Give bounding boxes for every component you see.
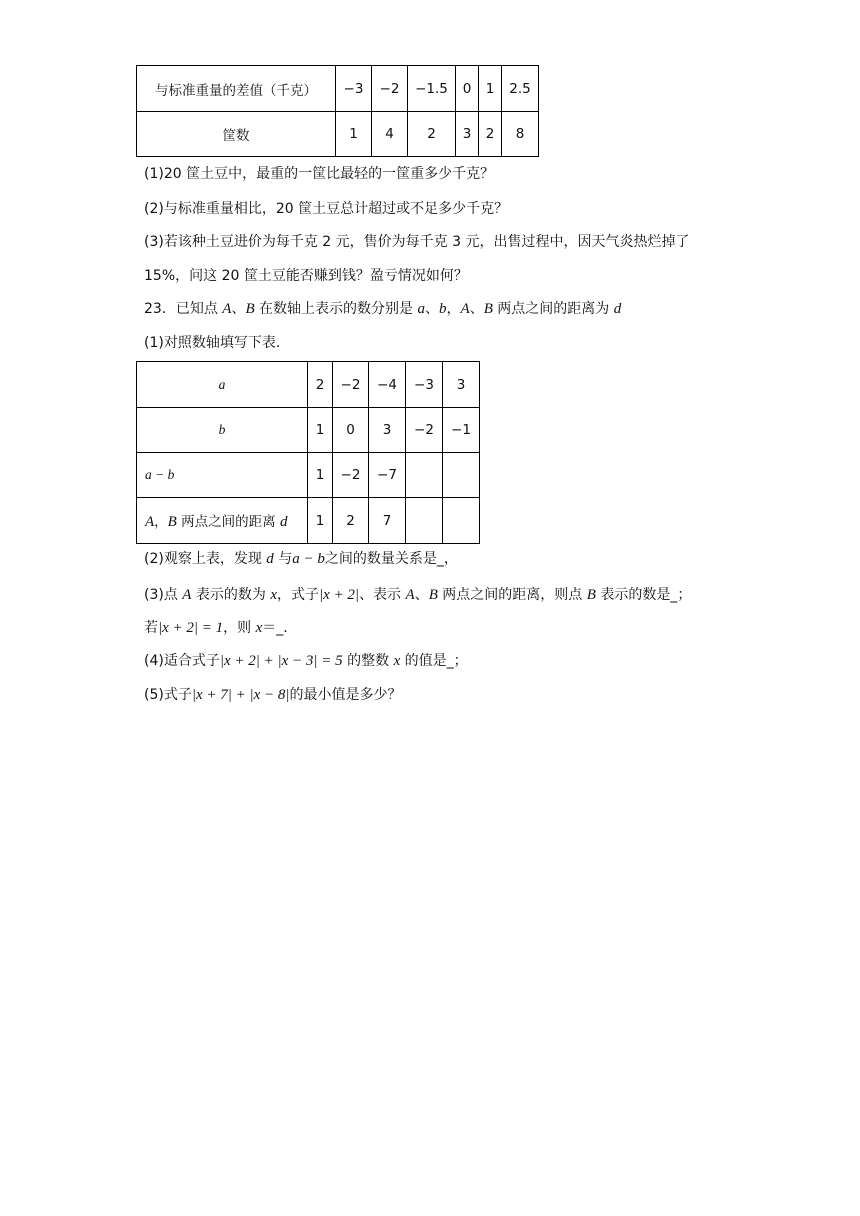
point-A-label: A <box>182 587 192 603</box>
count-cell: 4 <box>372 112 408 157</box>
count-cell: 2 <box>408 112 456 157</box>
diff-cell: 0 <box>456 66 479 112</box>
q23-stem <box>144 299 621 319</box>
q23-part5-text: (5)式子 <box>144 687 192 703</box>
q22-part2: (2)与标准重量相比，20 筐土豆总计超过或不足多少千克？ <box>144 201 509 217</box>
q23-part4 <box>144 651 468 671</box>
separator: 、 <box>414 587 429 603</box>
q23-part3-line2 <box>144 618 288 638</box>
q23-part2-text: 之间的数量关系是_， <box>324 551 458 567</box>
var-x: x <box>393 653 401 669</box>
q23-stem-text: 两点之间的距离为 <box>492 301 614 317</box>
q23-stem-text: 在数轴上表示的数分别是 <box>254 301 418 317</box>
q23-part4-text: 的值是_； <box>400 653 468 669</box>
q22-part3-line1: (3)若该种土豆进价为每千克 2 元，售价为每千克 3 元，出售过程中，因天气炎热烂掉了 <box>144 234 690 250</box>
row-amb-cell: −7 <box>369 453 406 498</box>
separator: ， <box>154 514 168 530</box>
row-a-cell: −2 <box>333 362 369 408</box>
point-A-label: A <box>460 301 470 317</box>
number-line-table <box>136 361 480 544</box>
separator: 、 <box>425 301 440 317</box>
q23-part1: (1)对照数轴填写下表. <box>144 335 281 351</box>
row-b-cell: 1 <box>308 408 333 453</box>
q23-part2 <box>144 549 458 569</box>
expr-a-minus-b: a − b <box>292 551 325 567</box>
var-x: x <box>255 620 263 636</box>
q23-part3-text: ，式子 <box>277 587 320 603</box>
q23-part3 <box>144 585 691 605</box>
q23-part2-text: (2)观察上表，发现 <box>144 551 267 567</box>
row-d-cell <box>406 498 443 544</box>
separator: 、 <box>231 301 246 317</box>
q23-part3-text: ，则 <box>223 620 256 636</box>
q23-part5-text: 的最小值是多少？ <box>289 687 402 703</box>
var-d: d <box>279 514 288 530</box>
row-amb-cell: 1 <box>308 453 333 498</box>
row-amb-cell: −2 <box>333 453 369 498</box>
row-b-cell: 0 <box>333 408 369 453</box>
q23-part2-text: 与 <box>273 551 293 567</box>
q23-part3-text: 两点之间的距离，则点 <box>437 587 587 603</box>
count-cell: 2 <box>479 112 502 157</box>
row-amb-cell <box>443 453 480 498</box>
expr-abs-x-plus-2: |x + 2| <box>319 587 360 603</box>
diff-cell: −3 <box>336 66 372 112</box>
q23-part3-text: (3)点 <box>144 587 183 603</box>
row-a-label: a <box>137 362 308 408</box>
row-b-cell: −2 <box>406 408 443 453</box>
separator: ， <box>446 301 461 317</box>
diff-cell: −2 <box>372 66 408 112</box>
row-amb-label: a − b <box>137 453 308 498</box>
q22-part1: (1)20 筐土豆中，最重的一筐比最轻的一筐重多少千克？ <box>144 166 495 182</box>
q23-stem-text: 23．已知点 <box>144 301 223 317</box>
point-B-label: B <box>428 587 438 603</box>
q23-part3-text: 表示的数为 <box>191 587 271 603</box>
q23-part3-text: 若 <box>144 620 158 636</box>
expr-abs-sum-eq-5: |x + 2| + |x − 3| = 5 <box>219 653 343 669</box>
row-a-cell: 2 <box>308 362 333 408</box>
row-d-cell: 1 <box>308 498 333 544</box>
var-x: x <box>270 587 278 603</box>
separator: 、 <box>469 301 484 317</box>
row-b-cell: 3 <box>369 408 406 453</box>
count-cell: 3 <box>456 112 479 157</box>
var-d: d <box>266 551 274 567</box>
expr-abs-sum: |x + 7| + |x − 8| <box>191 687 290 703</box>
point-B-label: B <box>167 514 177 530</box>
diff-cell: 2.5 <box>502 66 539 112</box>
point-A-label: A <box>405 587 415 603</box>
count-cell: 8 <box>502 112 539 157</box>
count-header-cell: 筐数 <box>137 112 336 157</box>
expr-abs-eq-1: |x + 2| = 1 <box>158 620 224 636</box>
row-a-cell: 3 <box>443 362 480 408</box>
q23-part4-text: 的整数 <box>342 653 394 669</box>
var-d: d <box>613 301 622 317</box>
row-d-cell: 7 <box>369 498 406 544</box>
weight-difference-table <box>136 65 539 157</box>
point-B-label: B <box>586 587 596 603</box>
diff-cell: 1 <box>479 66 502 112</box>
row-amb-cell <box>406 453 443 498</box>
diff-cell: −1.5 <box>408 66 456 112</box>
q23-part4-text: (4)适合式子 <box>144 653 220 669</box>
count-cell: 1 <box>336 112 372 157</box>
q22-part3-line2: 15%，问这 20 筐土豆能否赚到钱？盈亏情况如何？ <box>144 268 468 284</box>
point-B-label: B <box>245 301 255 317</box>
q23-part5 <box>144 685 402 705</box>
row-d-cell <box>443 498 480 544</box>
q23-part3-text: ＝_. <box>262 620 288 636</box>
row-a-cell: −3 <box>406 362 443 408</box>
row-d-cell: 2 <box>333 498 369 544</box>
row-b-cell: −1 <box>443 408 480 453</box>
row-d-label-text: 两点之间的距离 <box>176 514 280 530</box>
point-B-label: B <box>483 301 493 317</box>
var-b: b <box>439 301 447 317</box>
q23-part3-text: 、表示 <box>359 587 406 603</box>
row-a-cell: −4 <box>369 362 406 408</box>
row-d-label <box>137 498 308 544</box>
var-a: a <box>417 301 426 317</box>
point-A-label: A <box>222 301 232 317</box>
point-A-label: A <box>145 514 155 530</box>
diff-header-cell: 与标准重量的差值（千克） <box>137 66 336 112</box>
q23-part3-text: 表示的数是_； <box>595 587 692 603</box>
row-b-label: b <box>137 408 308 453</box>
